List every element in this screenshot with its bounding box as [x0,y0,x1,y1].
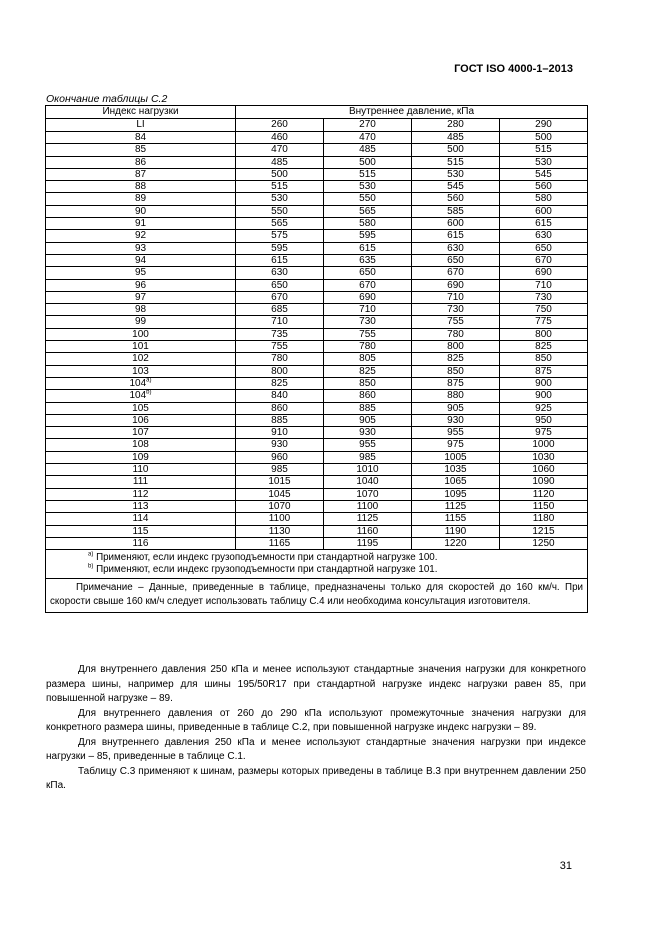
load-index-cell: 89 [46,193,236,205]
load-value-cell: 565 [324,205,412,217]
load-value-cell: 1035 [412,464,500,476]
load-value-cell: 530 [412,168,500,180]
load-value-cell: 1125 [412,500,500,512]
load-index-cell: 107 [46,427,236,439]
table-row [46,328,588,340]
table-row [46,427,588,439]
load-value-cell: 1100 [324,500,412,512]
load-value-cell: 780 [324,341,412,353]
load-value-cell: 800 [236,365,324,377]
load-value-cell: 755 [324,328,412,340]
table-row [46,193,588,205]
table-row [46,451,588,463]
table-remark: Примечание – Данные, приведенные в таблице, предназначены только для скоростей до 160 км/ч. При скорости свыше 160 км/ч следует использовать таблицу С.4 или необходима консультация изготовителя. [46,579,588,613]
load-index-cell: 116 [46,537,236,549]
load-value-cell: 950 [500,414,588,426]
load-value-cell: 670 [236,291,324,303]
load-index-cell: 103 [46,365,236,377]
load-value-cell: 805 [324,353,412,365]
load-value-cell: 1030 [500,451,588,463]
load-value-cell: 515 [324,168,412,180]
table-row [46,304,588,316]
load-index-cell: 85 [46,144,236,156]
load-value-cell: 690 [500,267,588,279]
load-value-cell: 930 [236,439,324,451]
table-row [46,414,588,426]
load-value-cell: 710 [236,316,324,328]
header-pressure: Внутреннее давление, кПа [236,106,588,119]
load-value-cell: 500 [412,144,500,156]
footnote-a: $^{a)}$ Применяют, если индекс грузоподъемности при стандартной нагрузке 100. [88,551,438,564]
load-value-cell: 1040 [324,476,412,488]
load-value-cell: 670 [500,254,588,266]
load-index-cell: 113 [46,500,236,512]
load-value-cell: 1250 [500,537,588,549]
load-value-cell: 545 [500,168,588,180]
table-row [46,341,588,353]
load-value-cell: 1090 [500,476,588,488]
load-value-cell: 515 [500,144,588,156]
table-row [46,390,588,402]
load-value-cell: 550 [324,193,412,205]
load-index-cell: 93 [46,242,236,254]
table-row [46,476,588,488]
table-row [46,464,588,476]
load-value-cell: 650 [324,267,412,279]
load-value-cell: 1065 [412,476,500,488]
load-value-cell: 1095 [412,488,500,500]
load-value-cell: 755 [412,316,500,328]
load-value-cell: 530 [324,181,412,193]
load-index-cell: 100 [46,328,236,340]
load-value-cell: 730 [324,316,412,328]
load-value-cell: 595 [236,242,324,254]
load-index-cell: 88 [46,181,236,193]
load-value-cell: 905 [412,402,500,414]
load-value-cell: 585 [412,205,500,217]
load-value-cell: 500 [236,168,324,180]
table-row [46,513,588,525]
load-value-cell: 1015 [236,476,324,488]
load-value-cell: 1120 [500,488,588,500]
table-row [46,218,588,230]
load-value-cell: 575 [236,230,324,242]
load-value-cell: 500 [324,156,412,168]
load-value-cell: 1150 [500,500,588,512]
load-value-cell: 630 [412,242,500,254]
load-index-cell: 108 [46,439,236,451]
load-index-cell: 95 [46,267,236,279]
load-value-cell: 850 [324,377,412,389]
load-index-cell: 87 [46,168,236,180]
load-value-cell: 560 [500,181,588,193]
load-index-cell: 101 [46,341,236,353]
load-index-cell: 94 [46,254,236,266]
load-value-cell: 800 [500,328,588,340]
load-value-cell: 580 [500,193,588,205]
load-value-cell: 615 [412,230,500,242]
load-value-cell: 470 [236,144,324,156]
load-value-cell: 1165 [236,537,324,549]
load-value-cell: 975 [412,439,500,451]
page-number: 31 [559,860,572,872]
load-value-cell: 485 [236,156,324,168]
table-row [46,230,588,242]
load-value-cell: 530 [236,193,324,205]
load-pressure-table [45,105,588,613]
load-value-cell: 630 [500,230,588,242]
table-row [46,181,588,193]
load-index-cell: 104$^{b)}$ [46,390,236,402]
load-value-cell: 690 [324,291,412,303]
load-value-cell: 685 [236,304,324,316]
load-value-cell: 1060 [500,464,588,476]
load-value-cell: 670 [324,279,412,291]
load-value-cell: 860 [236,402,324,414]
table-row [46,500,588,512]
load-index-cell: 104$^{a)}$ [46,377,236,389]
load-index-cell: 92 [46,230,236,242]
load-index-cell: 109 [46,451,236,463]
table-row [46,365,588,377]
load-index-cell: 90 [46,205,236,217]
paragraph: Для внутреннего давления 250 кПа и менее используют стандартные значения нагрузки для конкретного размера шины, например для шины 195/50R17 при стандартной нагрузке индекс нагрузки равен 85, при повышенной нагрузке – 89. [46,664,586,704]
paragraph: Для внутреннего давления 250 кПа и менее используют стандартные значения нагрузки при индексе нагрузки – 85, приведенные в таблице С.1. [46,736,586,762]
load-value-cell: 730 [500,291,588,303]
load-value-cell: 930 [324,427,412,439]
load-value-cell: 1220 [412,537,500,549]
table-row [46,377,588,389]
load-value-cell: 485 [412,132,500,144]
load-value-cell: 750 [500,304,588,316]
load-value-cell: 565 [236,218,324,230]
table-row [46,402,588,414]
load-value-cell: 1010 [324,464,412,476]
load-index-cell: 114 [46,513,236,525]
load-value-cell: 1045 [236,488,324,500]
table-row [46,254,588,266]
body-text [46,663,586,794]
load-value-cell: 800 [412,341,500,353]
load-value-cell: 650 [236,279,324,291]
paragraph: Для внутреннего давления от 260 до 290 кПа используют промежуточные значения нагрузки для конкретного размера шины, приведенные в таблице С.2, при повышенной нагрузке индекс нагрузки – 89. [46,707,586,733]
load-value-cell: 825 [324,365,412,377]
load-value-cell: 860 [324,390,412,402]
table-row [46,279,588,291]
header-pressure-value: 260 [236,119,324,132]
load-value-cell: 885 [236,414,324,426]
table-row [46,291,588,303]
table-row [46,132,588,144]
load-value-cell: 500 [500,132,588,144]
load-value-cell: 780 [236,353,324,365]
load-value-cell: 650 [500,242,588,254]
table-row [46,205,588,217]
load-value-cell: 485 [324,144,412,156]
table-body [46,132,588,550]
load-value-cell: 840 [236,390,324,402]
load-value-cell: 1070 [324,488,412,500]
table-footnotes [46,550,588,579]
header-pressure-value: 280 [412,119,500,132]
load-index-cell: 96 [46,279,236,291]
load-value-cell: 460 [236,132,324,144]
load-value-cell: 730 [412,304,500,316]
load-value-cell: 1070 [236,500,324,512]
load-value-cell: 600 [412,218,500,230]
load-value-cell: 955 [324,439,412,451]
load-value-cell: 530 [500,156,588,168]
load-value-cell: 900 [500,377,588,389]
load-value-cell: 885 [324,402,412,414]
load-value-cell: 710 [324,304,412,316]
load-value-cell: 580 [324,218,412,230]
load-value-cell: 825 [500,341,588,353]
table-caption: Окончание таблицы С.2 [46,93,168,105]
load-value-cell: 850 [412,365,500,377]
load-index-cell: 115 [46,525,236,537]
load-value-cell: 670 [412,267,500,279]
load-value-cell: 825 [412,353,500,365]
load-index-cell: 99 [46,316,236,328]
load-value-cell: 875 [500,365,588,377]
load-value-cell: 880 [412,390,500,402]
load-value-cell: 1195 [324,537,412,549]
table-row [46,156,588,168]
table-row [46,242,588,254]
load-value-cell: 1155 [412,513,500,525]
header-load-index-abbr: LI [46,119,236,132]
load-index-cell: 106 [46,414,236,426]
load-value-cell: 985 [236,464,324,476]
load-value-cell: 985 [324,451,412,463]
table-row [46,537,588,549]
load-index-cell: 102 [46,353,236,365]
load-value-cell: 1160 [324,525,412,537]
load-index-cell: 105 [46,402,236,414]
load-value-cell: 755 [236,341,324,353]
load-value-cell: 690 [412,279,500,291]
table-row [46,525,588,537]
load-index-cell: 110 [46,464,236,476]
load-value-cell: 875 [412,377,500,389]
table-row [46,316,588,328]
load-value-cell: 710 [500,279,588,291]
load-value-cell: 850 [500,353,588,365]
load-value-cell: 975 [500,427,588,439]
header-pressure-value: 270 [324,119,412,132]
load-value-cell: 925 [500,402,588,414]
load-value-cell: 900 [500,390,588,402]
load-value-cell: 710 [412,291,500,303]
table-row [46,168,588,180]
load-index-cell: 98 [46,304,236,316]
load-value-cell: 615 [324,242,412,254]
load-value-cell: 615 [500,218,588,230]
load-value-cell: 615 [236,254,324,266]
load-value-cell: 550 [236,205,324,217]
load-index-cell: 91 [46,218,236,230]
load-index-cell: 84 [46,132,236,144]
header-load-index: Индекс нагрузки [46,106,236,119]
load-value-cell: 780 [412,328,500,340]
table-row [46,144,588,156]
load-value-cell: 1125 [324,513,412,525]
load-value-cell: 1100 [236,513,324,525]
load-value-cell: 560 [412,193,500,205]
load-value-cell: 775 [500,316,588,328]
load-value-cell: 1180 [500,513,588,525]
load-value-cell: 635 [324,254,412,266]
load-value-cell: 515 [236,181,324,193]
table-row [46,353,588,365]
load-value-cell: 1005 [412,451,500,463]
load-value-cell: 515 [412,156,500,168]
header-pressure-value: 290 [500,119,588,132]
load-value-cell: 470 [324,132,412,144]
load-value-cell: 960 [236,451,324,463]
load-value-cell: 910 [236,427,324,439]
table-row [46,488,588,500]
table-row [46,267,588,279]
load-value-cell: 930 [412,414,500,426]
load-index-cell: 111 [46,476,236,488]
load-value-cell: 1215 [500,525,588,537]
load-value-cell: 905 [324,414,412,426]
load-index-cell: 86 [46,156,236,168]
load-value-cell: 1190 [412,525,500,537]
load-value-cell: 735 [236,328,324,340]
paragraph: Таблицу С.3 применяют к шинам, размеры которых приведены в таблице В.3 при внутреннем давлении 250 кПа. [46,765,586,791]
load-value-cell: 825 [236,377,324,389]
load-value-cell: 545 [412,181,500,193]
table-row [46,439,588,451]
load-value-cell: 955 [412,427,500,439]
load-index-cell: 112 [46,488,236,500]
load-value-cell: 630 [236,267,324,279]
load-value-cell: 1130 [236,525,324,537]
load-index-cell: 97 [46,291,236,303]
footnote-b: $^{b)}$ Применяют, если индекс грузоподъемности при стандартной нагрузке 101. [88,563,438,576]
load-value-cell: 1000 [500,439,588,451]
load-value-cell: 595 [324,230,412,242]
document-header: ГОСТ ISO 4000-1–2013 [454,63,573,75]
load-value-cell: 600 [500,205,588,217]
load-value-cell: 650 [412,254,500,266]
